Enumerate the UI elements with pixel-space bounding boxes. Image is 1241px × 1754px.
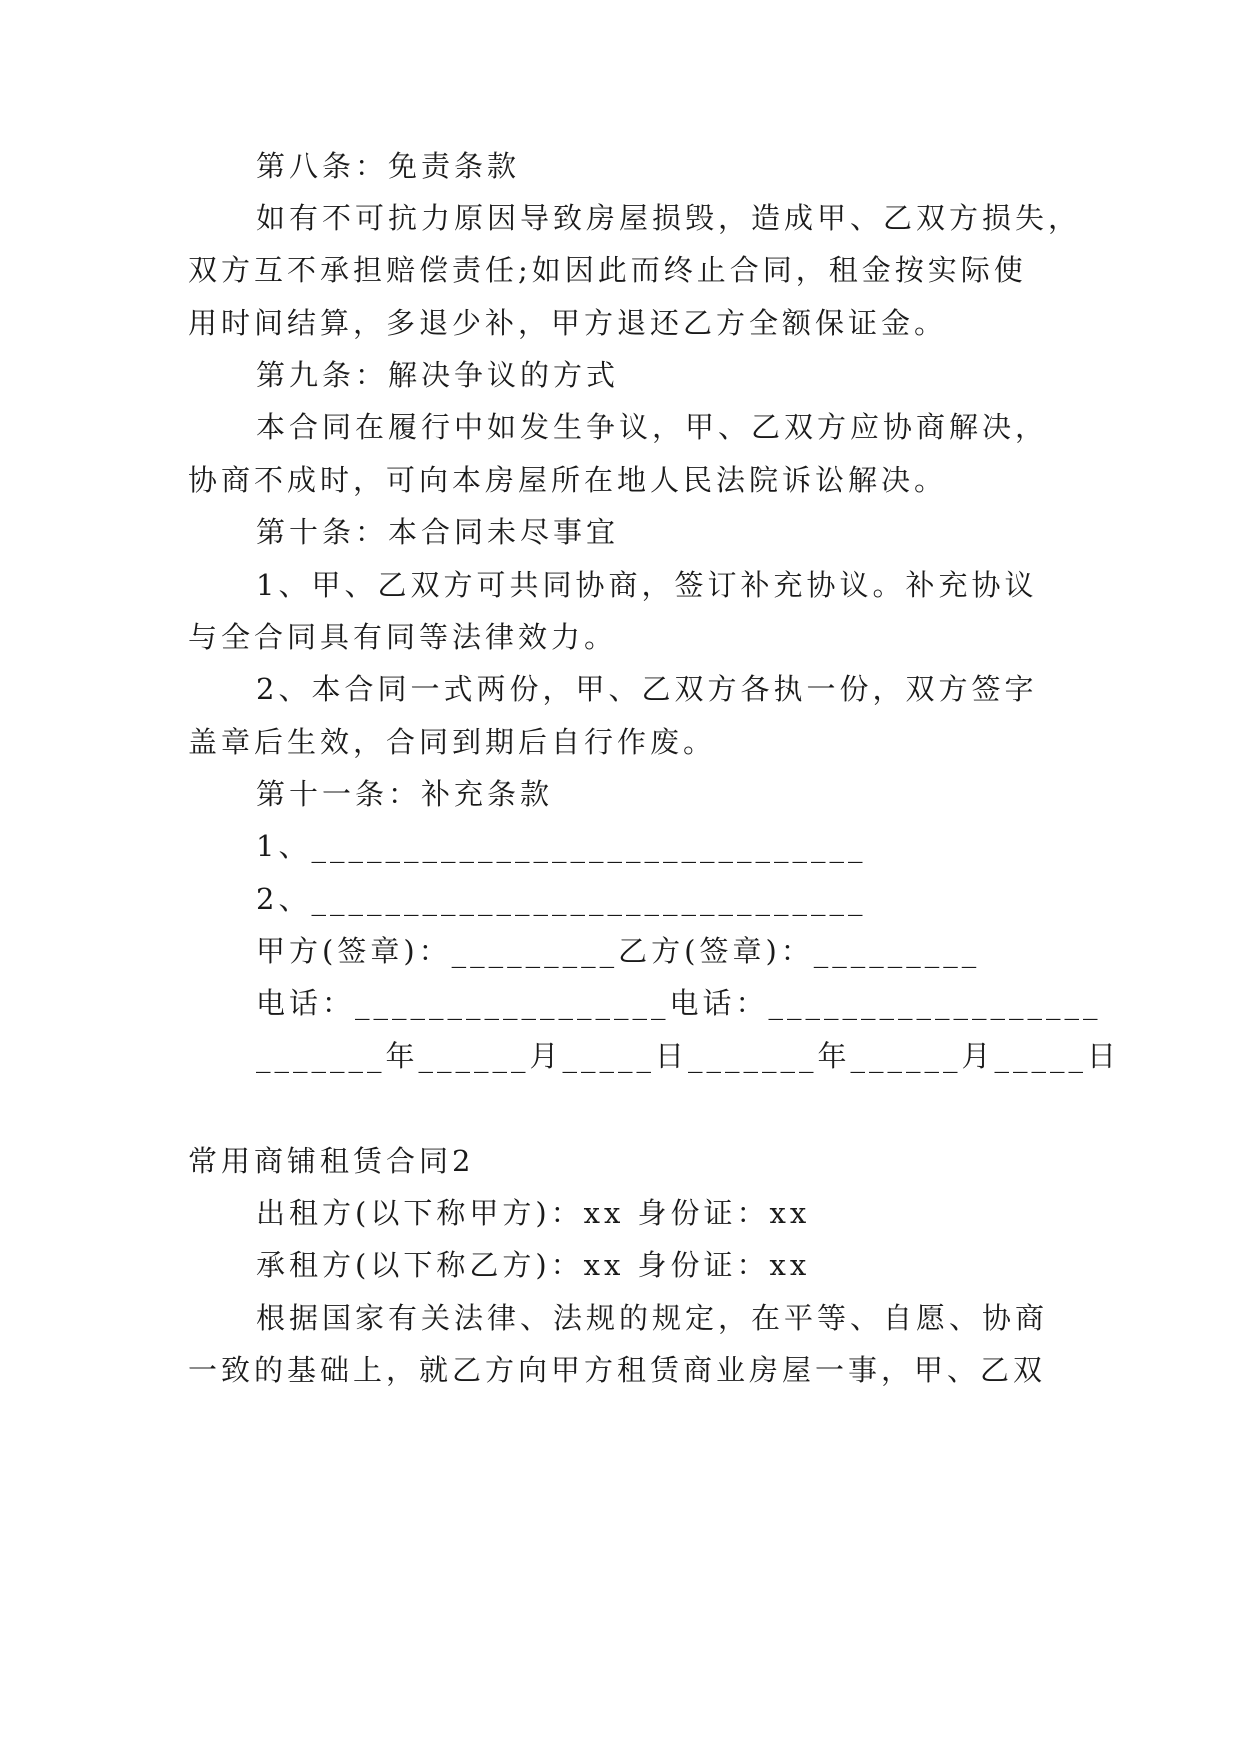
paragraph-line: 用时间结算，多退少补，甲方退还乙方全额保证金。 xyxy=(188,306,948,340)
paragraph-line: 一致的基础上，就乙方向甲方租赁商业房屋一事，甲、乙双 xyxy=(188,1353,1047,1387)
lessee-line: 承租方(以下称乙方)：xx 身份证：xx xyxy=(256,1248,811,1282)
paragraph-line: 根据国家有关法律、法规的规定，在平等、自愿、协商 xyxy=(256,1301,1049,1335)
paragraph-line: 协商不成时，可向本房屋所在地人民法院诉讼解决。 xyxy=(188,463,948,497)
paragraph-line: 与全合同具有同等法律效力。 xyxy=(188,620,618,654)
paragraph-line: 双方互不承担赔偿责任;如因此而终止合同，租金按实际使 xyxy=(188,253,1027,287)
paragraph-line: 本合同在履行中如发生争议，甲、乙双方应协商解决， xyxy=(256,410,1049,444)
paragraph-line: 1、甲、乙双方可共同协商，签订补充协议。补充协议 xyxy=(256,568,1038,602)
supplementary-clause-2-blank: 2、______________________________ xyxy=(256,882,867,916)
article-9-heading: 第九条：解决争议的方式 xyxy=(256,358,620,392)
supplementary-clause-1-blank: 1、______________________________ xyxy=(256,829,867,863)
contract-2-title: 常用商铺租赁合同2 xyxy=(188,1144,475,1178)
date-line: _______年______月_____日_______年______月_____日 xyxy=(256,1039,1121,1073)
phone-line: 电话：_________________电话：__________________ xyxy=(256,986,1102,1020)
paragraph-line: 2、本合同一式两份，甲、乙双方各执一份，双方签字 xyxy=(256,672,1038,706)
paragraph-line: 盖章后生效，合同到期后自行作废。 xyxy=(188,725,717,759)
paragraph-line: 如有不可抗力原因导致房屋损毁，造成甲、乙双方损失， xyxy=(256,201,1082,235)
lessor-line: 出租方(以下称甲方)：xx 身份证：xx xyxy=(256,1196,811,1230)
article-8-heading: 第八条：免责条款 xyxy=(256,149,521,183)
article-11-heading: 第十一条：补充条款 xyxy=(256,777,554,811)
article-10-heading: 第十条：本合同未尽事宜 xyxy=(256,515,620,549)
signature-line: 甲方(签章)：_________乙方(签章)：_________ xyxy=(256,934,981,968)
